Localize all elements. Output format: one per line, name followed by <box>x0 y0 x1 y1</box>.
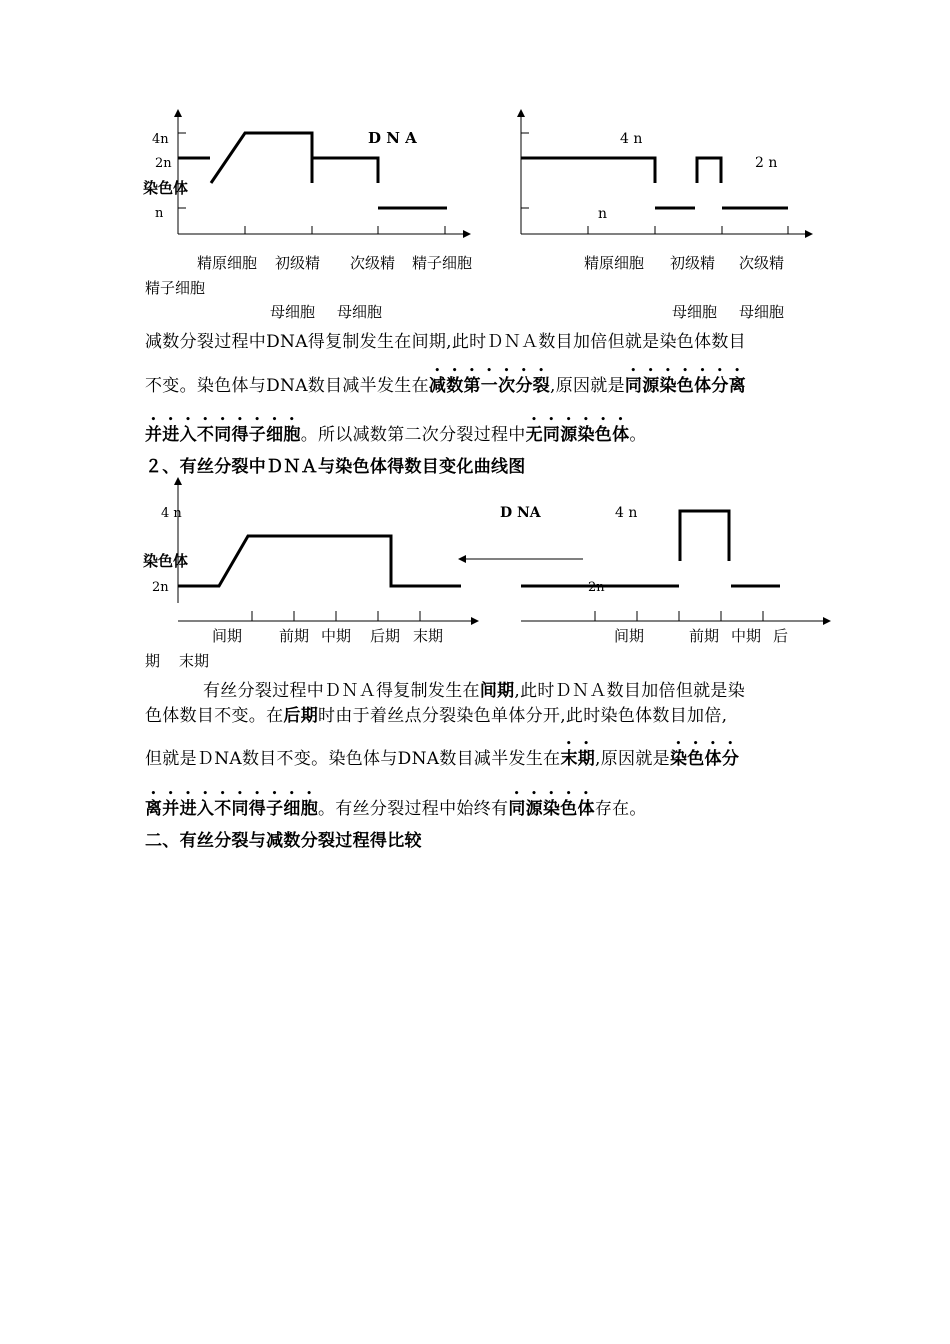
annot-2n: 2n <box>588 580 605 595</box>
mitosis-chart-left <box>143 478 542 645</box>
series-label-chromosome: 染色体 <box>143 552 189 570</box>
x-label: 后 <box>773 627 789 645</box>
x-label: 后期 <box>370 627 401 645</box>
x-label: 前期 <box>279 627 310 645</box>
tick-n: n <box>155 206 164 221</box>
x-label-row2: 母细胞 <box>672 303 718 321</box>
x-label: 末期 <box>413 627 444 645</box>
annot-n: n <box>598 206 608 222</box>
dna-line <box>211 133 378 183</box>
x-label: 间期 <box>212 627 243 645</box>
emphasis-text: 无同源染色体 <box>525 425 630 445</box>
x-label: 精子细胞 <box>412 254 473 272</box>
chromosome-line <box>521 158 655 183</box>
x-label: 精原细胞 <box>197 254 258 272</box>
x-label: 次级精 <box>350 254 396 272</box>
tick-4n: 4 n <box>161 506 182 521</box>
paragraph-mitosis-line2: 色体数目不变。在后期时由于着丝点分裂染色单体分开,此时染色体数目加倍, <box>145 706 728 726</box>
x-label-row2: 母细胞 <box>270 303 316 321</box>
annot-4n: 4 n <box>615 505 638 521</box>
chromosome-line <box>680 511 729 561</box>
emphasis-text: 末期 <box>560 749 596 769</box>
x-label-overflow: 末期 <box>179 652 210 670</box>
meiosis-chart-left <box>143 110 472 321</box>
tick-2n: 2n <box>155 156 172 171</box>
series-label-chromosome: 染色体 <box>143 179 189 197</box>
emphasis-text: 同源染色体 <box>508 799 595 819</box>
annot-4n: 4 n <box>620 131 643 147</box>
x-label-row2: 母细胞 <box>739 303 785 321</box>
emphasis-text: 染色体分 <box>669 749 740 769</box>
x-label-overflow: 精子细胞 <box>145 279 206 297</box>
paragraph-mitosis-line4: 离并进入不同得子细胞。有丝分裂过程中始终有同源染色体存在。 <box>145 799 647 819</box>
tick-4n: 4n <box>152 132 169 147</box>
meiosis-chart-right <box>521 110 812 321</box>
x-label-row2: 母细胞 <box>337 303 383 321</box>
series-label-dna: D N A <box>368 129 417 147</box>
bold-text: 后期 <box>283 706 319 726</box>
x-label: 初级精 <box>275 254 321 272</box>
paragraph-meiosis-line1: 减数分裂过程中DNA得复制发生在间期,此时ＤＮＡ数目加倍但就是染色体数目 <box>145 332 746 352</box>
x-label: 初级精 <box>670 254 716 272</box>
x-label: 次级精 <box>739 254 785 272</box>
mitosis-chart-right <box>145 505 830 670</box>
x-label: 中期 <box>321 627 352 645</box>
annot-2n: 2 n <box>755 155 778 171</box>
chromosome-line <box>697 158 721 183</box>
x-label: 间期 <box>614 627 645 645</box>
paragraph-mitosis-line1: 有丝分裂过程中ＤＮＡ得复制发生在间期,此时ＤＮＡ数目加倍但就是染 <box>203 681 746 701</box>
paragraph-meiosis-line3: 并进入不同得子细胞。所以减数第二次分裂过程中无同源染色体。 <box>145 425 647 445</box>
dna-line <box>178 536 461 586</box>
section-heading-mitosis-curve: ２、有丝分裂中ＤＮＡ与染色体得数目变化曲线图 <box>145 457 526 477</box>
tick-2n: 2n <box>152 580 169 595</box>
emphasis-text: 同源染色体分离 <box>624 376 747 396</box>
paragraph-meiosis-line2: 不变。染色体与DNA数目减半发生在减数第一次分裂,原因就是同源染色体分离 <box>145 376 747 396</box>
series-label-dna: D NA <box>500 505 541 521</box>
emphasis-text: 并进入不同得子细胞 <box>145 425 301 445</box>
bold-text: 间期 <box>479 681 515 701</box>
x-label-overflow: 期 <box>145 652 161 670</box>
emphasis-text: 减数第一次分裂 <box>428 376 550 396</box>
x-label: 前期 <box>689 627 720 645</box>
x-label: 精原细胞 <box>584 254 645 272</box>
emphasis-text: 离并进入不同得子细胞 <box>145 799 318 819</box>
paragraph-mitosis-line3: 但就是ＤNA数目不变。染色体与DNA数目减半发生在末期,原因就是染色体分 <box>145 749 740 769</box>
x-label: 中期 <box>731 627 762 645</box>
section-heading-comparison: 二、有丝分裂与减数分裂过程得比较 <box>145 831 422 851</box>
